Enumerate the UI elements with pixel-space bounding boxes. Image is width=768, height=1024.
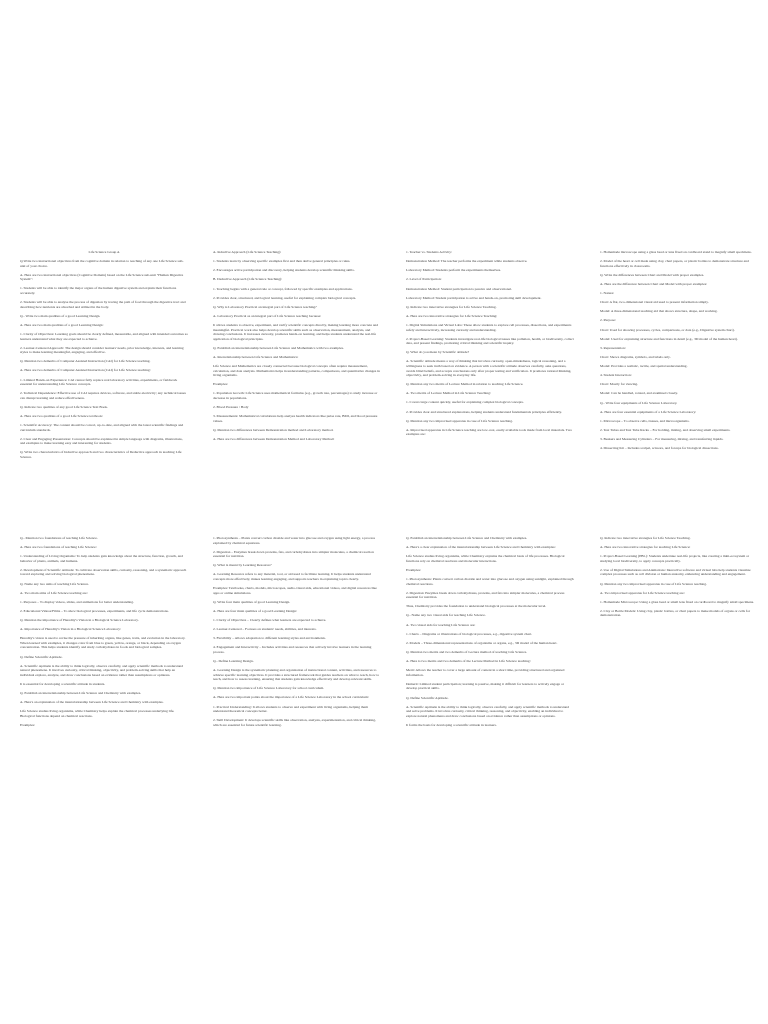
paragraph: Examples: Textbooks, charts, models, microscopes, audio-visual aids, educational videos, and digital resources like apps or online simulations. [213,586,377,595]
paragraph: Q. Mention two importance of Life Science Laboratory for school curriculum. [213,686,325,691]
paragraph: Q.Write two instructional objectives from the cognitive domain in relation to teaching of any one Life Science sub-unit of your choice. [20,259,184,268]
paragraph: A. Here are four main qualities of a good Learning Design: [213,608,298,613]
paragraph: Q. Mention the importance of Heredity's Vision in a Biological Science Laboratory. [20,618,139,623]
column-5 [20,536,188,732]
paragraph: A. Here are two demerits of Computer Assisted Instruction (CAI) for Life Science teaching: [20,368,151,373]
paragraph: A. Two main aims of Life Science teaching are: [20,590,88,595]
paragraph: 1. Students will be able to identify the major organs of the human digestive system and explain their functions accurately. [20,286,177,295]
paragraph: Q. Name any two aims of teaching Life Science. [20,581,89,586]
paragraph: Q.- Define Learning Design. [213,659,254,664]
paragraph: 2. Model of the heart or cell made using clay, chart papers, or plastic bottles to demonstrate structure and functions effectively in classrooms. [600,259,749,268]
paragraph: Model: Can be handled, rotated, and examined closely. [600,391,678,396]
paragraph: 1. Students learn by observing specific examples first and then derive general principles or rules. [213,259,351,264]
paragraph: 2. Use of Digital Simulations and Animations: Interactive software and virtual labs help students visualize complex processes such as cell division or human anatomy, enhancing understanding and engagement. [600,567,751,577]
paragraph: 2. Clay or Bottle Models: Using clay, plastic bottles, or chart papers to make models of organs or cells for demonstration. [600,608,751,618]
paragraph: Q. What do you mean by Scientific attitude? [406,350,470,355]
paragraph: Life Science and Mathematics are closely connected because biological concepts often require measurement, calculation, and data analysis. Mathematics helps in understanding patterns, comparisons, and quantitative changes in living organisms. [213,363,380,378]
paragraph: A. Scientific Aptitude is the ability to think logically, observe carefully, and apply scientific methods to understand natural phenomena. It involves curiosity, critical thinking, objectivity, and problem-solving skills that help an individual explore, analyze, and draw conclusions based on evidence rather than assumptions or opinions. [20,663,183,677]
paragraph: 1. Digital Simulations and Virtual Labs: These allow students to explore cell processes, dissections, and experiments safely and interactively, increasing curiosity and understanding. [406,323,572,332]
paragraph: 2. Learner-Centered – Focuses on students' needs, abilities, and interests. [213,627,317,632]
paragraph: 2. Educational Videos/Films – To show biological processes, experiments, and life cycle demonstrations. [20,608,169,613]
paragraph: 1. Purposes – To display videos, slides, and animations for better understanding. [20,599,134,604]
paragraph: Q. Mention any two improvised apparatus in case of Life Science teaching. [600,581,707,586]
paragraph: Heredity's vision is used to revise the pressure of inheriting organs, like genes, traits, and evolution in the laboratory. When learned with examples, it changes color from blue to green, yellow, orange, or black, depending on oxygen concentration. This helps students identify and study carbohydrates in foods and biological samples. [20,636,186,650]
column-6 [213,536,381,732]
paragraph: Q. Mention two merits and two demerits of Lecture method of teaching Life Science. [406,649,528,654]
paragraph: 3. Beakers and Measuring Cylinders – For measuring, mixing, and transferring liquids. [600,437,724,442]
paragraph: Q. What is meant by Learning Resource? [213,563,272,568]
paragraph: Q.- Mention two foundations of teaching Life Science. [20,536,98,540]
paragraph: 1. Clarity of Objectives – Clearly defines what learners are expected to achieve. [213,618,327,622]
paragraph: 2. Provides clear and structured explanations, helping students understand fundamentals principles efficiently. [406,409,562,414]
paragraph: Q. Mention any two improvised apparatus in case of Life Science teaching. [406,418,513,423]
paragraph: Merit: Allows the teacher to cover a large amount of content in a short time, providing structured and organized information. [406,668,565,677]
paragraph: 2. Project-Based Learning: Students investigate real-life biological issues like pollution, health, or biodiversity, collect data, and present findings, promoting critical thinking and scientific inquiry. [406,336,574,346]
paragraph: 2. Purpose: [600,318,616,323]
paragraph: A. Here's an explanation of the interrelationship between Life Science and Chemistry with examples. [20,700,164,705]
paragraph: 1. Limited Hands-on Experience: CAI cannot fully replace real laboratory activities, experiments, or fieldwork essential for understanding Life Science concepts. [20,377,178,387]
paragraph: A. Here are two differences between Demonstration Method and Laboratory Method: [213,436,335,441]
paragraph: A. Here are the difference between Chart and Model with proper examples: [600,281,708,286]
paragraph: A. Inductive Approach (Life Science Teaching): [213,250,282,254]
paragraph: Q. Establish an interrelationship between Life Science and Chemistry with examples. [20,690,142,695]
paragraph: 1. Microscope – To observe cells, tissues, and microorganisms. [600,418,690,423]
paragraph: A. Here are two innovative strategies for Life Science Teaching: [406,313,498,318]
paragraph: 2. Test Tubes and Test Tube Racks – For holding, mixing, and observing small experiments. [600,427,731,432]
paragraph: 2. Development of Scientific Attitude: To cultivate observation skills, curiosity, reasoning, and a systematic approach toward exploring and solving biological phenomena. [20,567,187,577]
paragraph: Model: Provides a realistic, tactile, and spatial understanding. [600,364,688,369]
paragraph: 2. Level of Participation: [406,277,442,282]
paragraph: A. Here are two instructional objectives (Cognitive Domain) based on the Life Science sub-unit "Human Digestive System": [20,272,184,282]
paragraph: Q. Write the differences between Chart and Model with proper examples. [600,272,705,277]
paragraph: 3. Representation: [600,345,626,350]
paragraph: Q. Write two characteristics of Inductive approach and two characteristics of Deductive approach in teaching Life Science. [20,450,182,459]
paragraph: A. Laboratory Practical as an integral part of Life Science teaching because: [213,313,322,318]
paragraph: A. Here are two qualities of a good Life Science textbook: [20,414,103,418]
paragraph: A. Here are two important points about the importance of a Life Science Laboratory in the school curriculum: [213,695,369,700]
paragraph: 2. Learner-Centered Approach: The design should consider learners' needs, prior knowledge, interests, and learning styles to make learning meaningful, engaging, and effective. [20,345,184,355]
paragraph: 2. Provides clear, structured, and logical learning, useful for explaining complex biological concepts. [213,295,357,300]
paragraph: 2. Encourages active participation and discovery, helping students develop scientific thinking skills. [213,268,355,273]
paragraph: Q.- Write two main qualities of a good Learning Design. [20,313,101,318]
paragraph: A. Two merits of Lecture Method in Life Science Teaching: [406,391,491,396]
paragraph: A. Importance of Heredity's Vision in a Biological Science Laboratory: [20,627,122,632]
paragraph: Model: Used for explaining structure and functions in detail (e.g., 3D model of the human heart). [600,336,738,341]
paragraph: 2. Digestion: Enzymes break down carbohydrates, proteins, and fats into simpler molecules, a chemical process essential for nutrition. [406,590,565,600]
paragraph: Q. Indicate two innovative strategies for Life Science Teaching. [406,304,497,309]
paragraph: Life Science studies living organisms, while Chemistry helps explain the chemical processes underlying life. Biological functions depend on chemical reactions. [20,709,175,718]
paragraph: 1. Nature: [600,291,615,296]
paragraph: 2. Students will be able to analyse the process of digestion by tracing the path of food through the digestive tract and describing how nutrients are absorbed and utilized in the body. [20,300,186,309]
paragraph: Q. Mention any two merits of Lecture Method in relation to teaching Life Science. [406,382,524,387]
column-1 [20,250,188,464]
paragraph: Q. Indicate two innovative strategies for Life Science Teaching. [600,536,691,540]
paragraph: 1. Practical Understanding: It allows students to observe and experiment with living organisms, helping them understand theoretical concepts better. [213,704,368,714]
paragraph: 2. Models – Three-dimensional representations of organisms or organs, e.g., 3D model of the human heart. [406,640,558,645]
paragraph: 1. Homemade Microscope: Using a glass bead or small lens fixed on cardboard to magnify small specimens. [600,599,755,604]
paragraph: Thus, Chemistry provides the foundation to understand biological processes at the molecular level. [406,604,547,609]
paragraph: A. Here are four essential equipments of a Life Science Laboratory: [600,409,697,414]
paragraph: It forms the basis for developing a scientific attitude in learners. [406,722,497,727]
paragraph: A. Here are two foundations of teaching Life Science: [20,545,97,550]
paragraph: 1. Photosynthesis – Plants convert carbon dioxide and water into glucose and oxygen using light energy, a process explained by chemical equations. [213,536,375,545]
paragraph: A. Here is two merits and two demerits of the Lecture Method in Life Science teaching: [406,659,531,664]
paragraph: Q. Mention two demerits of Computer Assisted Instruction (CAI) for Life Science teaching. [20,359,151,364]
paragraph: 1. Teaching begins with a general rule or concept, followed by specific examples and applications. [213,286,353,291]
paragraph: 1. Covers large content quickly, useful for explaining complex biological concepts. [406,400,524,405]
paragraph: Examples: [406,567,421,572]
paragraph: 2. Technical Dependence: Effective use of CAI requires devices, software, and stable electricity; any technical issues can disrupt learning and reduce effectiveness. [20,391,186,400]
paragraph: Q. Write four main qualities of good Learning Design. [213,599,291,604]
paragraph: Q. Establish an interrelationship between Life Science and Chemistry with examples. [406,536,528,540]
paragraph: It is essential for developing a scientific attitude in students. [20,681,106,686]
paragraph: Q. Establish an interrelationship between Life Science and Mathematics with two examples. [213,345,344,350]
paragraph: A. Here's a clear explanation of the interrelationship between Life Science and Chemistry with examples: [406,545,556,550]
paragraph: Model: A three-dimensional teaching aid that shows structure, shape, and working. [600,309,718,314]
paragraph: 3. Measurements: Mathematical calculations help analyze health indicators like pulse rate, BMI, and blood pressure values. [213,414,378,423]
paragraph: 2. Skill Development: It develops scientific skills like observation, analysis, experimentation, and critical thinking, which are essential for future scientific learning. [213,718,376,727]
paragraph: 1. Teacher vs. Students Activity: [406,250,452,254]
paragraph: 1. Homemade microscope using a glass bead or lens fixed on cardboard stand to magnify small specimens. [600,250,752,254]
paragraph: A. Here are two main qualities of a good Learning Design: [20,322,104,327]
paragraph: Life Science studies living organisms, while Chemistry explains the chemical basis of life processes. Biological functions rely on chemical reactions and molecular interactions. [406,554,565,563]
paragraph: 4. Engagement and Interactivity – Includes activities and resources that actively involve learners in the learning process. [213,645,372,654]
paragraph: B. Deductive Approach (Life Science Teaching): [213,277,283,282]
paragraph: A. Here are two innovative strategies for teaching Life Science: [600,545,691,550]
paragraph: Demonstration Method: Student participation is passive and observational. [406,286,512,291]
paragraph: 1. Clarity of Objectives: Learning goals should be clearly defined, measurable, and aligned with intended outcomes so learners understand what they are expected to achieve. [20,332,188,341]
paragraph: 1. Population Growth: Life Science uses mathematical formulas (e.g., growth rate, percentages) to study increase or decrease in populations. [213,391,378,400]
paragraph: Laboratory Method: Student participation is active and hands-on, promoting skill development. [406,295,542,300]
paragraph: 2. Clear and Engaging Presentation: Concepts should be explained in simple language with diagrams, illustrations, and examples to make learning easy and interesting for students. [20,436,183,446]
paragraph: A. Scientific Aptitude is the ability to think logically, observe carefully, and apply scientific methods to understand and solve problems. It involves curiosity, critical thinking, reasoning, and objectivity, enabling an individual to explore natural phenomena and draw conclusions based on evidence rather than assumptions or opinions. [406,704,569,718]
paragraph: Demerit: Limited student participation; learning is passive, making it difficult for learners to actively engage or develop practical skills. [406,681,564,691]
paragraph: 2. Blood Pressure / Body [213,404,249,409]
paragraph: A. Two visual aids for teaching Life Science are: [406,622,476,627]
paragraph: Q. Mention two differences between Demonstration method and Laboratory method. [213,427,334,432]
paragraph: A. Learning Design is the systematic planning and organization of instructional content, activities, and resources to achieve specific learning objectives. It provides a structured framework that guides teachers on what to teach, how to teach, and how to assess learning, ensuring that students gain knowledge effectively and develop relevant skills. [213,668,380,682]
paragraph: Chart: Mostly for viewing. [600,382,639,387]
paragraph: A. Improvised apparatus in Life Science teaching are low-cost, easily available tools made from local materials. Two examples are: [406,427,573,437]
paragraph: Q. Indicate two qualities of any good Life Science Text Book. [20,404,108,409]
paragraph: Chart: Used for showing processes, cycles, comparisons, or data (e.g., Digestive system chart). [600,327,735,332]
column-3 [406,250,574,441]
paragraph: 1. Photosynthesis: Plants convert carbon dioxide and water into glucose and oxygen using sunlight, explained through chemical reactions. [406,577,574,586]
paragraph: 1. Understanding of Living Organisms: To help students gain knowledge about the structure, function, growth, and behavior of plants, animals, and humans. [20,554,183,563]
paragraph: 2. Digestion – Enzymes break down proteins, fats, and carbohydrates into simpler molecules, a chemical reaction essential for nutrition. [213,549,374,559]
paragraph: 4. Student Interaction: [600,373,632,378]
paragraph: Examples: [20,722,35,727]
paragraph: It allows students to observe, experiment, and verify scientific concepts directly, making learning more concrete and meaningful. Practical work also helps develop scientific skills such as observation, measurement, analysis, and drawing conclusions. It increases curiosity, promotes hands-on learning, and helps students understand the real-life application of biological principles. [213,323,379,341]
paragraph: Q. Define Scientific Aptitude. [20,654,63,659]
paragraph: Chart: A flat, two-dimensional visual aid used to present information simply. [600,300,709,305]
paragraph: A. Two improvised apparatus for Life Science teaching are: [600,590,685,595]
column-4 [600,250,756,455]
paragraph: 3. Flexibility – Allows adaptation to different learning styles and environments. [213,636,326,641]
paragraph: A. Interrelationship between Life Science and Mathematics: [213,354,299,359]
paragraph: A. Scientific attitude means a way of thinking that involves curiosity, open-mindedness, logical reasoning, and a willingness to seek truth based on evidence. A person with a scientific attitude observes carefully, asks questions, avoids blind beliefs, and accepts conclusions only after proper testing and verification. It promotes rational thinking, objectivity, and problem-solving in everyday life. [406,359,572,378]
column-7 [406,536,574,732]
paragraph: Q.- Name any two visual aids for teaching Life Science. [406,613,486,618]
paragraph: A. Learning Resource refers to any material, tool, or aid used to facilitate learning. It helps students understand concepts more effectively, makes learning engaging, and supports teachers in explaining topics clearly. [213,572,371,581]
paragraph: 1. Project-Based Learning (PBL): Students undertake real-life projects, like creating a mini-ecosystem or studying local biodiversity, to apply concepts practically. [600,554,750,563]
column-2 [213,250,381,446]
paragraph: Demonstration Method: The teacher performs the experiment while students observe. [406,259,528,264]
paragraph: Q. Why is Laboratory Practical an integral part of Life Science teaching? [213,304,317,309]
paragraph: 1. Scientific Accuracy: The content should be correct, up-to-date, and aligned with the latest scientific findings and curriculum standards. [20,423,184,432]
paragraph: 4. Dissecting Kit – Includes scalpel, scissors, and forceps for biological dissections. [600,446,719,451]
column-title: Life Science Group A [88,250,120,254]
paragraph: Q. Define Scientific Aptitude. [406,695,449,700]
paragraph: Laboratory Method: Students perform the experiments themselves. [406,268,502,273]
paragraph: Examples: [213,382,228,387]
column-8 [600,536,756,623]
paragraph: Q.- Write four equipments of Life Science Laboratory. [600,400,678,405]
paragraph: Chart: Shows diagrams, symbols, and labels only. [600,354,671,359]
paragraph: 1. Charts – Diagrams or illustrations of biological processes, e.g., digestive system chart. [406,631,533,636]
